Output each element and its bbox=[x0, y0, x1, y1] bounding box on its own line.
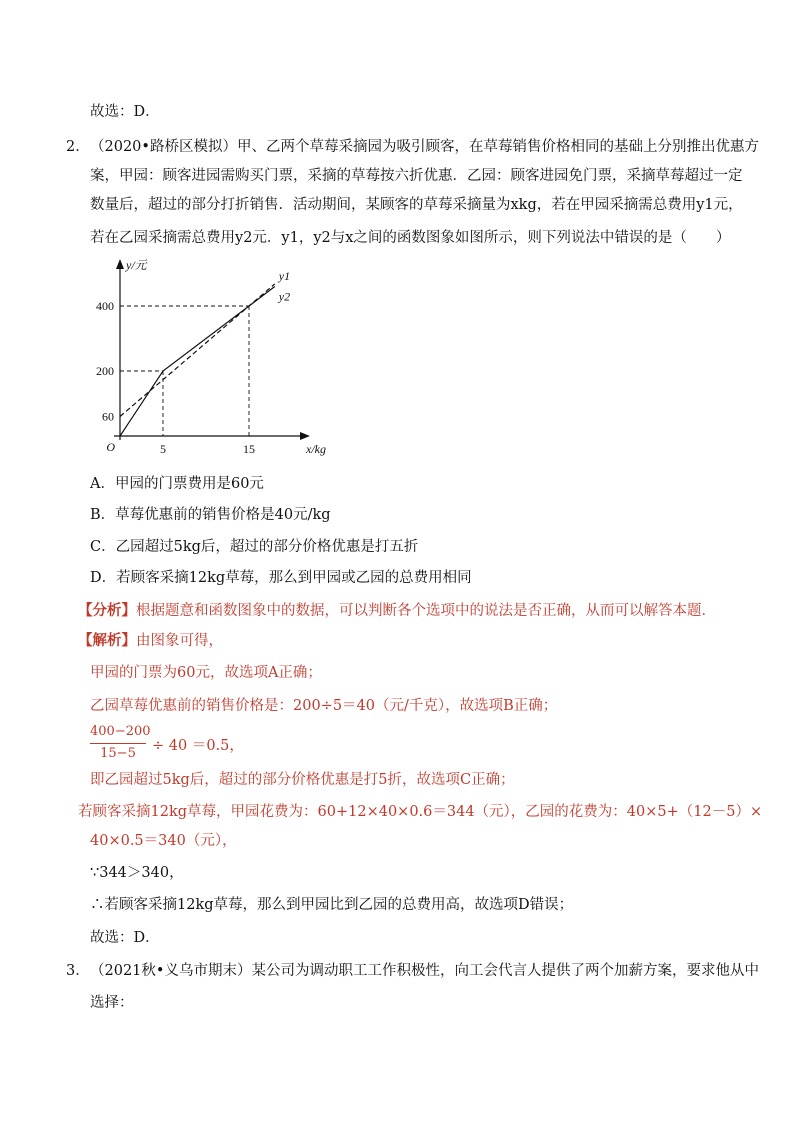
origin-label: O bbox=[106, 440, 115, 454]
fraction-expression bbox=[90, 724, 290, 764]
fraction-numerator: 400−200 bbox=[90, 724, 151, 739]
fraction-bar bbox=[90, 743, 146, 744]
question-3-number: 3． bbox=[66, 963, 90, 979]
x-axis-arrow bbox=[300, 432, 310, 440]
solution-answer: 故选：D． bbox=[90, 930, 160, 946]
analysis-tag: 【分析】 bbox=[78, 602, 136, 619]
question-2-text-3: 数量后，超过的部分打折销售．活动期间，某顾客的草莓采摘量为xkg，若在甲园采摘需总费用y1元， bbox=[90, 197, 743, 213]
question-3-text-1: （2021秋•义乌市期末）某公司为调动职工工作积极性，向工会代言人提供了两个加薪方案，要求他从中 bbox=[90, 963, 759, 979]
solution-line-2: 乙园草莓优惠前的销售价格是：200÷5＝40（元/千克），故选项B正确； bbox=[90, 698, 558, 714]
analysis bbox=[78, 601, 716, 621]
solution-line-1: 甲园的门票为60元，故选项A正确； bbox=[90, 665, 322, 681]
solution-line-4: 若顾客采摘12kg草莓，甲园花费为：60+12×40×0.6＝344（元），乙园的花费为：40×5+（12－5）× bbox=[78, 804, 763, 820]
solution-line-7: ∴若顾客采摘12kg草莓，那么到甲园比到乙园的总费用高，故选项D错误； bbox=[90, 897, 574, 913]
y-axis-arrow bbox=[116, 259, 124, 269]
x-tick-5: 5 bbox=[160, 442, 166, 456]
prev-answer: 故选：D． bbox=[90, 104, 160, 120]
y-tick-200: 200 bbox=[96, 364, 114, 378]
option-c: C．乙园超过5kg后，超过的部分价格优惠是打五折 bbox=[90, 539, 419, 555]
question-2-text-2: 案，甲园：顾客进园需购买门票，采摘的草莓按六折优惠．乙园：顾客进园免门票，采摘草莓超过一定 bbox=[90, 168, 743, 184]
option-b: B．草莓优惠前的销售价格是40元/kg bbox=[90, 507, 331, 523]
x-tick-15: 15 bbox=[243, 442, 255, 456]
x-axis-label: x/kg bbox=[306, 442, 326, 456]
option-d: D．若顾客采摘12kg草莓，那么到甲园或乙园的总费用相同 bbox=[90, 570, 472, 586]
solution-line-3: 即乙园超过5kg后，超过的部分价格优惠是打5折，故选项C正确； bbox=[90, 772, 515, 788]
solution-line-5: 40×0.5＝340（元）， bbox=[90, 833, 237, 849]
series-y2-label: y2 bbox=[278, 289, 291, 304]
solution-text: 由图象可得， bbox=[136, 633, 223, 649]
fraction-result: ÷ 40 ＝0.5， bbox=[152, 738, 244, 754]
fraction-denominator: 15−5 bbox=[100, 746, 136, 761]
solution-line-6: ∵344＞340， bbox=[90, 865, 184, 881]
series-y1-label: y1 bbox=[278, 268, 291, 283]
y-axis-label: y/元 bbox=[126, 258, 147, 272]
y-tick-60: 60 bbox=[102, 409, 114, 424]
series-y2-line bbox=[120, 287, 275, 437]
question-2-text-4: 若在乙园采摘需总费用y2元．y1，y2与x之间的函数图象如图所示，则下列说法中错误的是（ ） bbox=[90, 230, 731, 246]
function-graph bbox=[90, 255, 350, 465]
solution-tag: 【解析】 bbox=[78, 632, 136, 649]
solution-header bbox=[78, 631, 223, 651]
question-2-text-1: （2020•路桥区模拟）甲、乙两个草莓采摘园为吸引顾客，在草莓销售价格相同的基础上分别推出优惠方 bbox=[90, 139, 759, 155]
question-2-number: 2． bbox=[66, 139, 90, 155]
question-3-text-2: 选择： bbox=[90, 995, 134, 1011]
option-a: A．甲园的门票费用是60元 bbox=[90, 476, 264, 492]
analysis-text: 根据题意和函数图象中的数据，可以判断各个选项中的说法是否正确，从而可以解答本题． bbox=[136, 603, 716, 619]
y-tick-400: 400 bbox=[96, 299, 114, 313]
